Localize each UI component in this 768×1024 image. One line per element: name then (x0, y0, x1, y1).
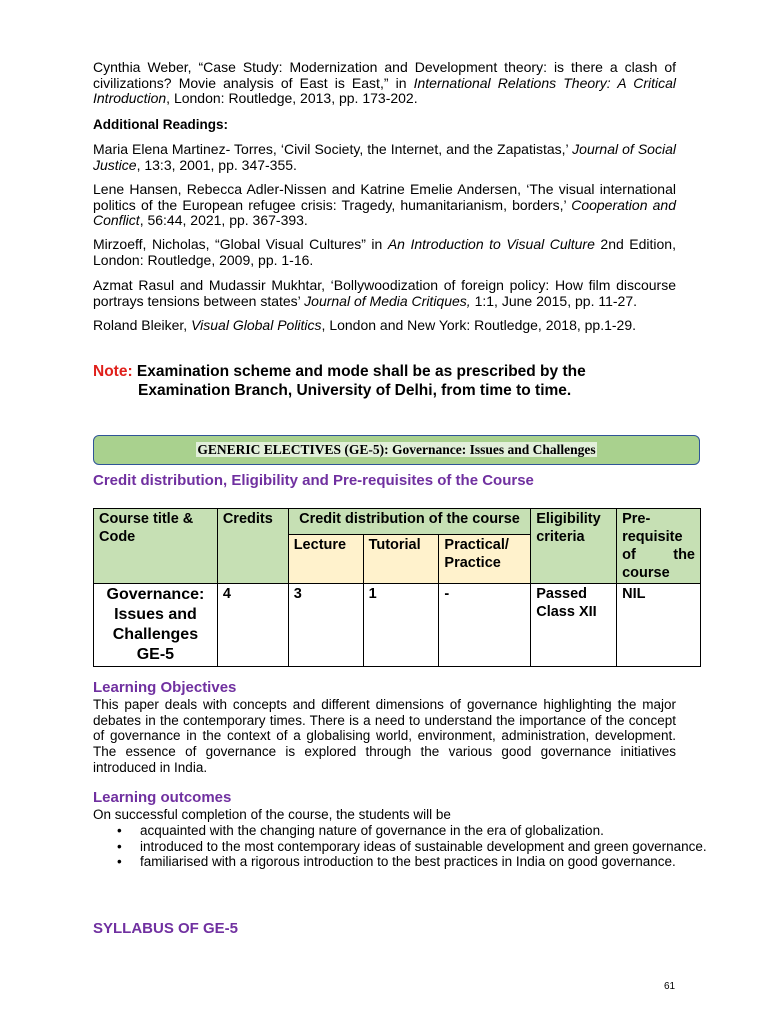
reading-weber: Cynthia Weber, “Case Study: Modernization and Development theory: is there a clash of civilizations? Movie analysis of East is East,” in International Relations Theory: A Critical Introduction, London: Routledge, 2013, pp. 173-202. (93, 59, 676, 107)
note-line-2: Examination Branch, University of Delhi, from time to time. (138, 382, 572, 399)
cell-prerequisite: NIL (617, 584, 701, 667)
cell-practical: - (439, 584, 531, 667)
cell-course-title: Governance: Issues and Challenges GE-5 (94, 584, 218, 667)
learning-objectives-heading: Learning Objectives (93, 679, 237, 696)
reading-bleiker: Roland Bleiker, Visual Global Politics, London and New York: Routledge, 2018, pp.1-29. (93, 317, 637, 333)
header-credit-distribution: Credit distribution of the course (288, 509, 531, 535)
header-practical: Practical/ Practice (439, 535, 531, 584)
list-item: • familiarised with a rigorous introduction to the best practices in India on good governance. (117, 854, 676, 870)
header-eligibility: Eligibility criteria (531, 509, 617, 584)
credit-distribution-heading: Credit distribution, Eligibility and Pre-requisites of the Course (93, 472, 534, 489)
list-item: • introduced to the most contemporary ideas of sustainable development and green governance. (117, 838, 707, 854)
cell-tutorial: 1 (363, 584, 439, 667)
learning-outcomes-heading: Learning outcomes (93, 789, 232, 806)
reading-hansen: Lene Hansen, Rebecca Adler-Nissen and Katrine Emelie Andersen, ‘The visual international politics of the European refugee crisis: Tragedy, humanitarianism, borders,’ Cooperation and Conflict, 56:44, 2021, pp. 367-393. (93, 181, 676, 229)
learning-outcomes-intro: On successful completion of the course, the students will be (93, 807, 451, 822)
reading-martinez: Maria Elena Martinez- Torres, ‘Civil Society, the Internet, and the Zapatistas,’ Journal of Social Justice, 13:3, 2001, pp. 347-355. (93, 141, 676, 173)
header-course-title: Course title & Code (94, 509, 218, 584)
additional-readings-heading: Additional Readings: (93, 117, 228, 132)
header-tutorial: Tutorial (363, 535, 439, 584)
note-line-1: Examination scheme and mode shall be as prescribed by the (132, 363, 586, 380)
cell-credits: 4 (217, 584, 288, 667)
list-item: • acquainted with the changing nature of governance in the era of globalization. (117, 823, 604, 838)
header-lecture: Lecture (288, 535, 363, 584)
page-number: 61 (664, 981, 676, 992)
cell-eligibility: Passed Class XII (531, 584, 617, 667)
note-label: Note: (93, 363, 133, 380)
header-prerequisite: Pre- requisite of the course (617, 509, 701, 584)
header-credits: Credits (217, 509, 288, 584)
cell-lecture: 3 (288, 584, 363, 667)
reading-mirzoeff: Mirzoeff, Nicholas, “Global Visual Cultures” in An Introduction to Visual Culture 2nd Edition, London: Routledge, 2009, pp. 1-16. (93, 236, 676, 268)
reading-rasul: Azmat Rasul and Mudassir Mukhtar, ‘Bollywoodization of foreign policy: How film discourse portrays tensions between states’ Journal of Media Critiques, 1:1, June 2015, pp. 11-27. (93, 277, 676, 309)
generic-elective-title: GENERIC ELECTIVES (GE-5): Governance: Issues and Challenges (197, 442, 596, 457)
syllabus-heading: SYLLABUS OF GE-5 (93, 920, 239, 937)
learning-outcomes-list (93, 823, 723, 870)
learning-objectives-text: This paper deals with concepts and different dimensions of governance highlighting the major debates in the contemporary times. There is a need to understand the importance of the concept of governance in the context of a globalising world, environment, administration, development. The essence of governance is explored through the various good governance initiatives introduced in India. (93, 697, 676, 775)
exam-note (93, 362, 676, 400)
generic-elective-title-box (93, 435, 700, 465)
course-credit-table (93, 508, 701, 667)
